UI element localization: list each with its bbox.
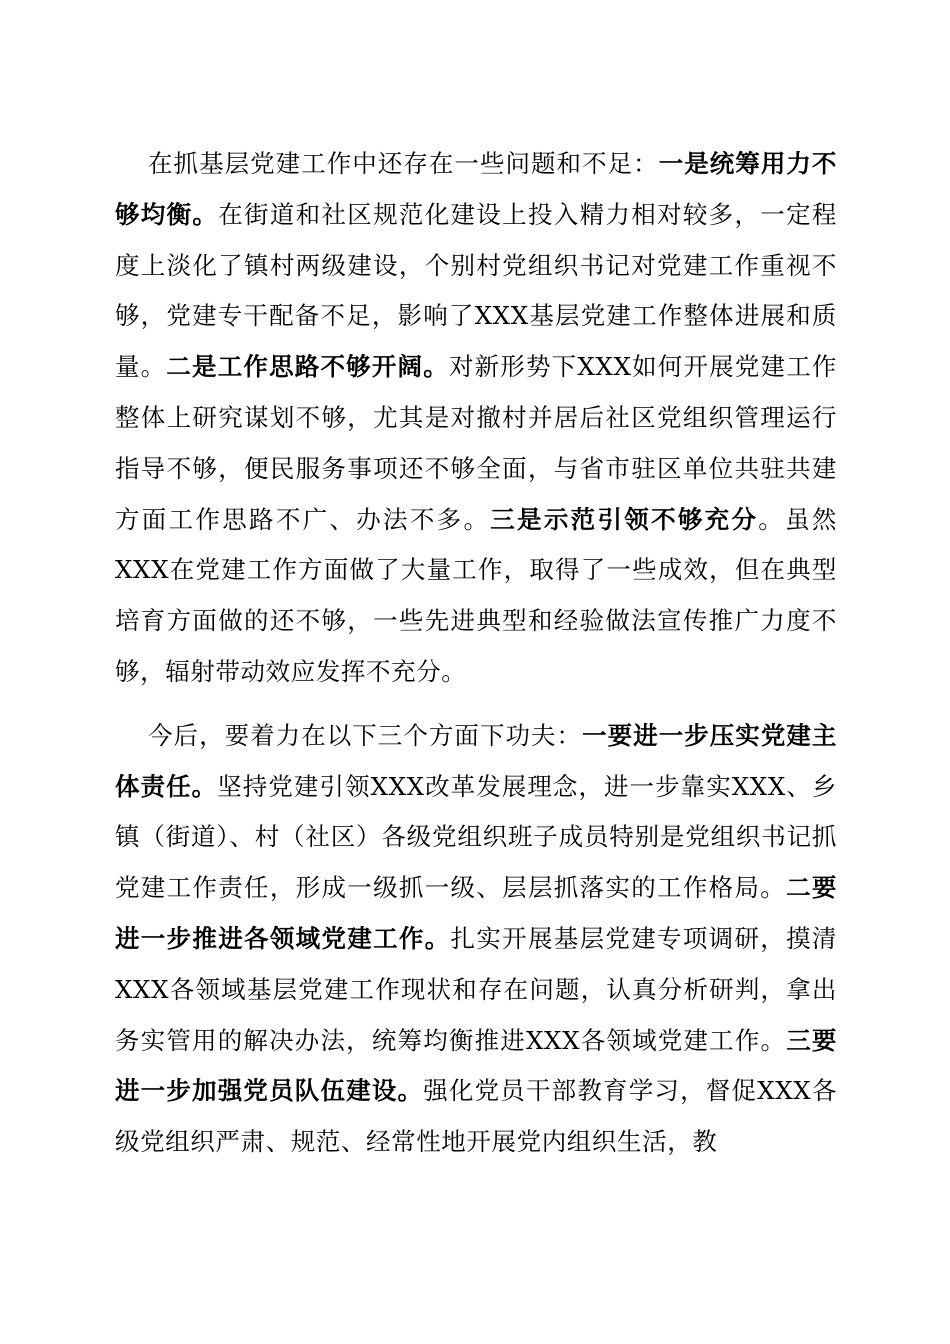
paragraph-text: 在抓基层党建工作中还存在一些问题和不足： (148, 149, 659, 178)
paragraph-text: 今后，要着力在以下三个方面下功夫： (148, 720, 583, 750)
paragraph-measures (115, 711, 837, 1168)
bold-heading: 二是工作思路不够开阔。 (166, 352, 449, 382)
bold-heading: 三要进一步加强党员队伍建设。 (115, 1025, 837, 1106)
paragraph-text: 坚持党建引领XXX改革发展理念，进一步靠实XXX、乡镇（街道）、村（社区）各级党组织班子成员特别是党组织书记抓党建工作责任，形成一级抓一级、层层抓落实的工作格局。 (115, 771, 837, 903)
document-page (115, 139, 837, 1168)
bold-heading: 一是统筹用力不够均衡。 (115, 149, 838, 229)
bold-heading: 一要进一步压实党建主体责任。 (115, 720, 838, 801)
bold-heading: 二要进一步推进各领域党建工作。 (115, 873, 837, 953)
paragraph-text: 对新形势下XXX如何开展党建工作整体上研究谋划不够，尤其是对撤村并居后社区党组织管理运行指导不够，便民服务事项还不够全面，与省市驻区单位共驻共建方面工作思路不广、办法不多。 (115, 352, 837, 534)
paragraph-problems (115, 139, 837, 698)
paragraph-text: 。虽然XXX在党建工作方面做了大量工作，取得了一些成效，但在典型培育方面做的还不够，一些先进典型和经验做法宣传推广力度不够，辐射带动效应发挥不充分。 (115, 504, 837, 686)
paragraph-text: 扎实开展基层党建专项调研，摸清XXX各领域基层党建工作现状和存在问题，认真分析研判，拿出务实管用的解决办法，统筹均衡推进XXX各领域党建工作。 (115, 923, 837, 1055)
paragraph-text: 强化党员干部教育学习，督促XXX各级党组织严肃、规范、经常性地开展党内组织生活，教 (115, 1076, 837, 1157)
paragraph-text: 在街道和社区规范化建设上投入精力相对较多，一定程度上淡化了镇村两级建设，个别村党组织书记对党建工作重视不够，党建专干配备不足，影响了XXX基层党建工作整体进展和质量。 (115, 199, 837, 382)
bold-heading: 三是示范引领不够充分 (490, 504, 759, 534)
